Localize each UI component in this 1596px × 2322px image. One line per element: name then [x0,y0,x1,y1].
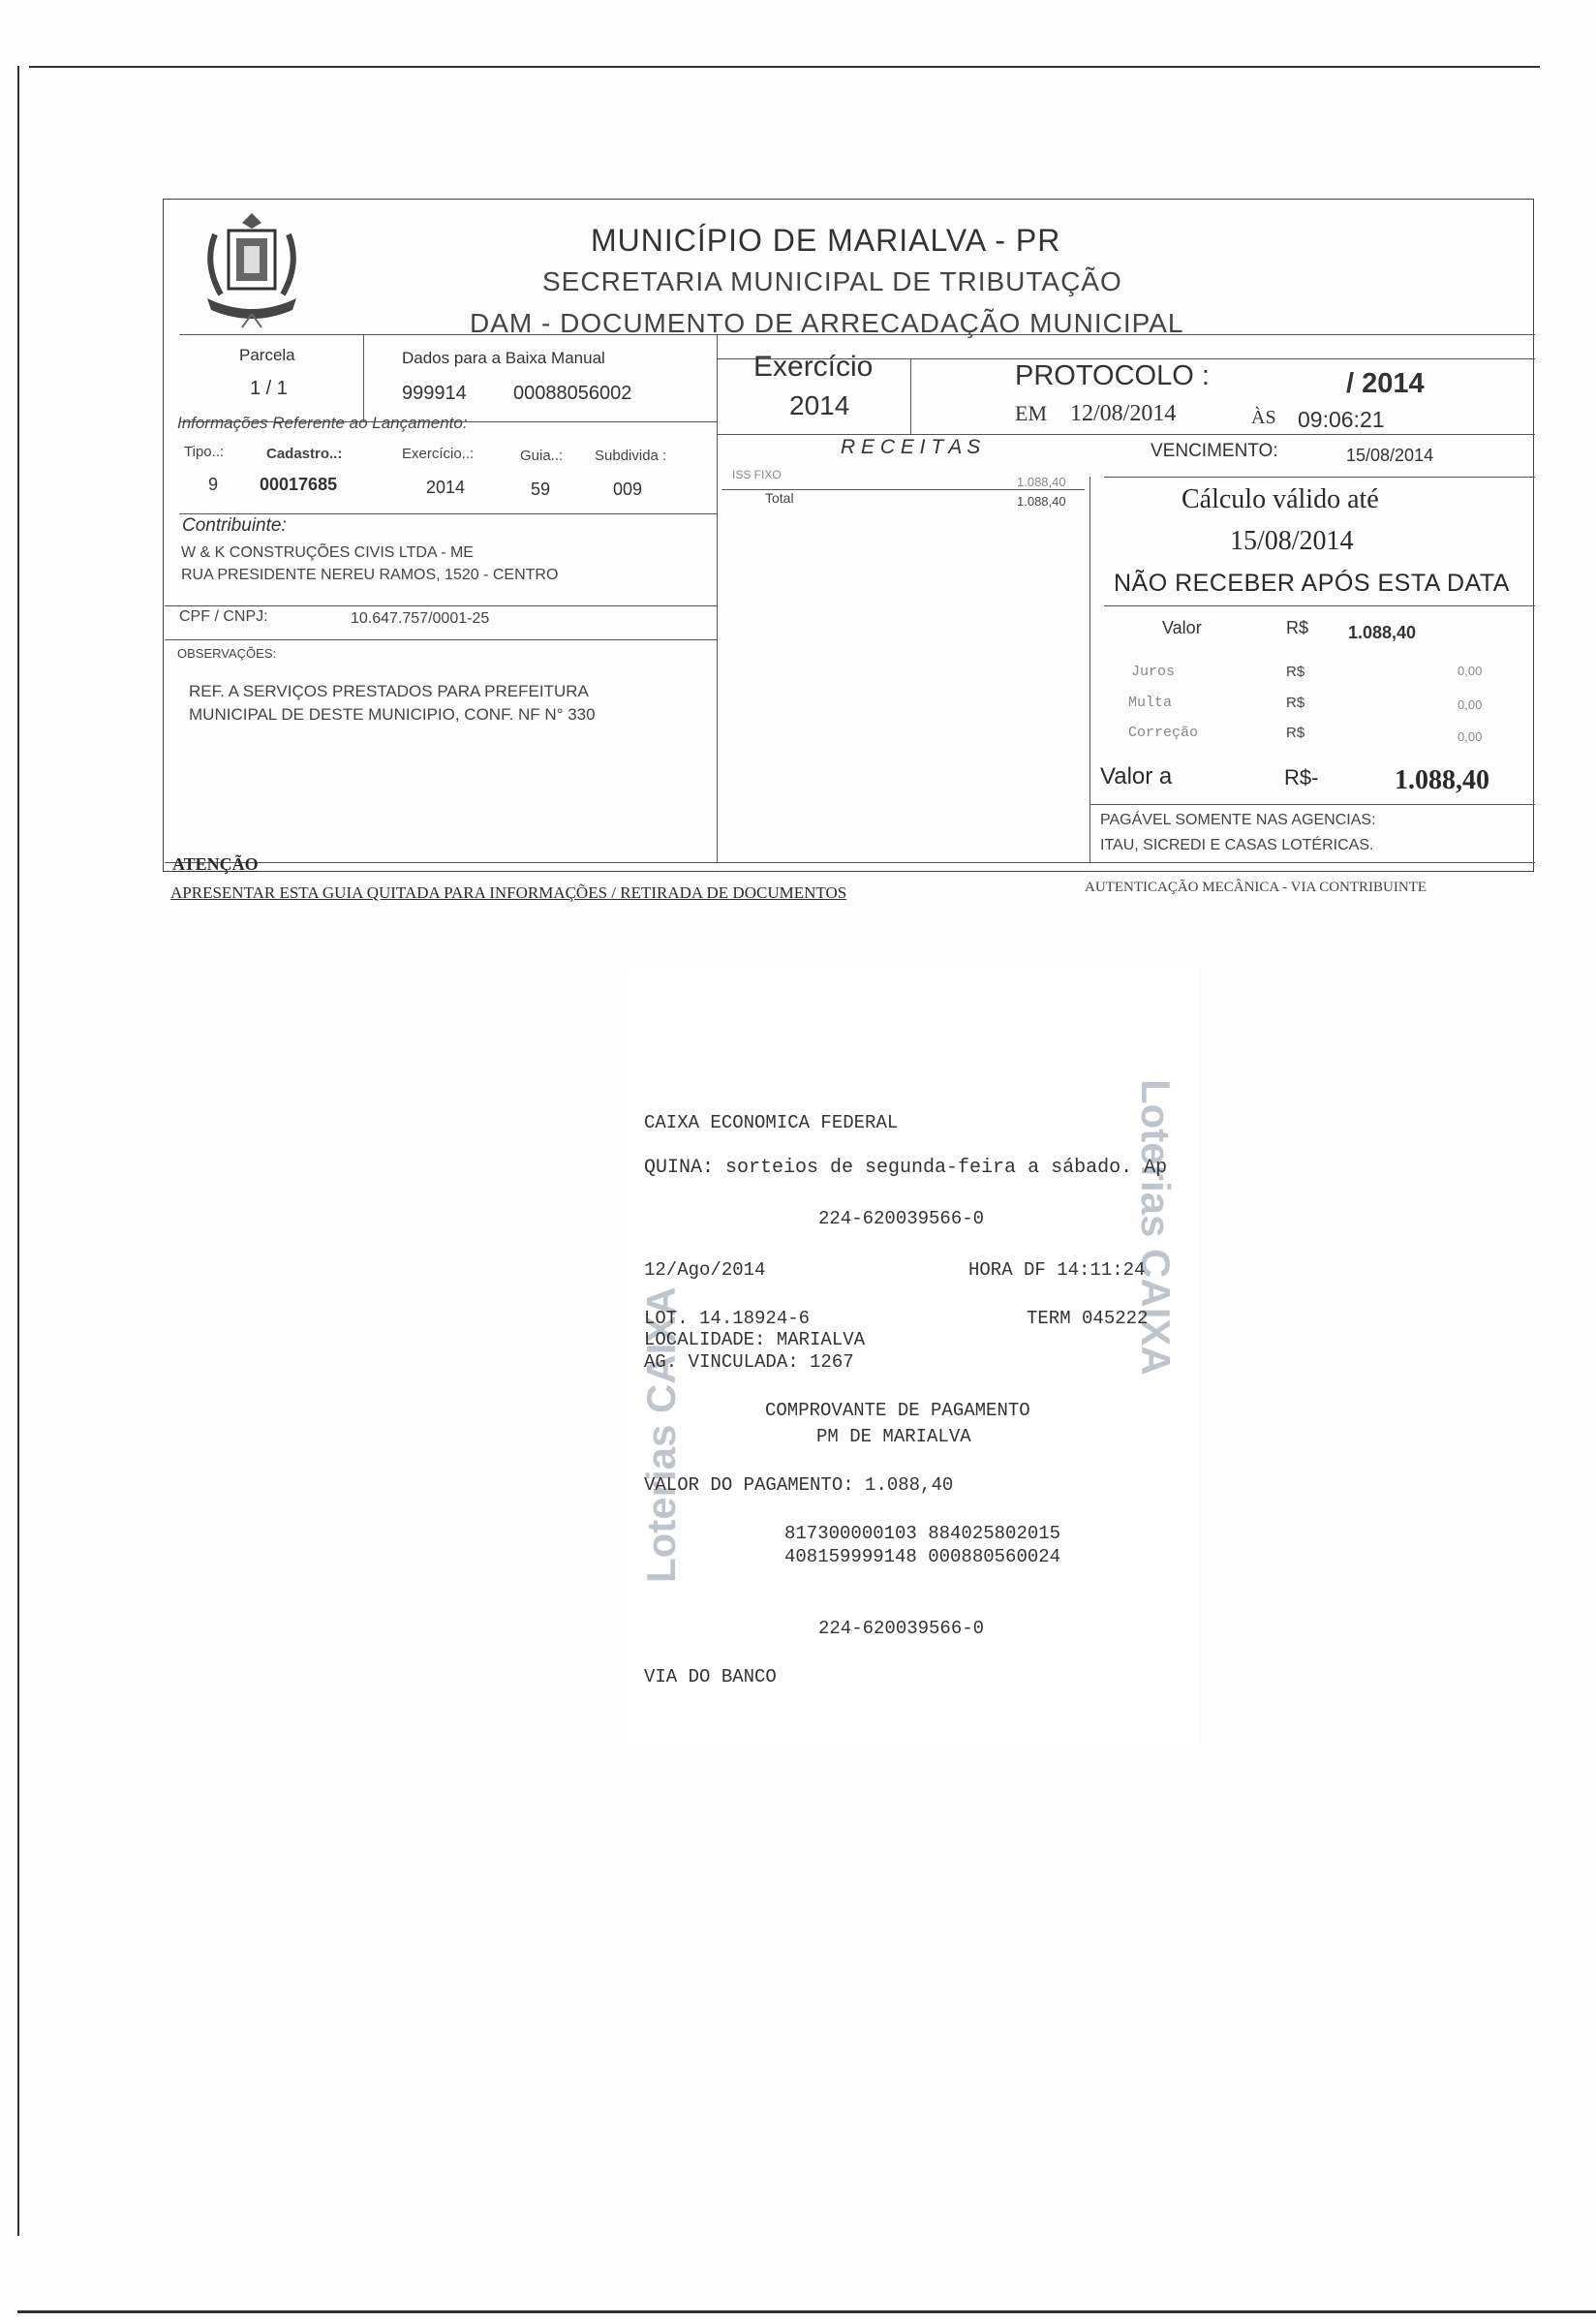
receipt-code-top: 224-620039566-0 [818,1208,985,1229]
correcao-label: Correção [1128,725,1199,741]
line-venc [717,434,1535,435]
multa-label: Multa [1128,695,1173,711]
valor-value: 1.088,40 [1348,623,1417,642]
parcela-label: Parcela [239,346,295,364]
receitas-item-label: ISS FIXO [732,468,782,481]
scan-edge-left [17,66,19,2236]
receipt-date: 12/Ago/2014 [644,1259,766,1281]
guia-label: Guia..: [520,448,564,464]
receipt-barcode1: 817300000103 884025802015 [784,1523,1061,1544]
receipt-via: VIA DO BANCO [644,1666,777,1687]
vencimento-label: VENCIMENTO: [1151,441,1278,461]
calculo-label: Cálculo válido até [1182,484,1379,514]
multa-value: 0,00 [1458,697,1483,712]
protocolo-label: PROTOCOLO : [1015,360,1210,391]
tipo-label: Tipo..: [184,444,225,460]
valor-a-label: Valor a [1100,763,1173,789]
baixa-label: Dados para a Baixa Manual [402,349,605,367]
contribuinte-address: RUA PRESIDENTE NEREU RAMOS, 1520 - CENTRO [181,567,559,583]
autenticacao-label: AUTENTICAÇÃO MECÂNICA - VIA CONTRIBUINTE [1085,880,1427,895]
protocolo-time: 09:06:21 [1298,407,1385,432]
vline-main [717,334,718,862]
subdivida-label: Subdivida : [595,448,667,464]
receitas-total-value: 1.088,40 [1017,494,1066,509]
observacoes-line1: REF. A SERVIÇOS PRESTADOS PARA PREFEITURA [189,682,589,700]
lancamento-heading: Informações Referente ao Lançamento: [177,414,468,432]
receipt-barcode2: 408159999148 000880560024 [784,1546,1061,1567]
contribuinte-name: W & K CONSTRUÇÕES CIVIS LTDA - ME [181,544,474,561]
atencao-label: ATENÇÃO [172,854,259,874]
calculo-warning: NÃO RECEBER APÓS ESTA DATA [1114,570,1510,597]
receipt-lot: LOT. 14.18924-6 [644,1308,811,1329]
scan-edge-top [29,66,1540,68]
contribuinte-label: Contribuinte: [182,515,287,536]
receipt-bank: CAIXA ECONOMICA FEDERAL [644,1112,899,1133]
municipality-title: MUNICÍPIO DE MARIALVA - PR [591,223,1061,258]
juros-currency: R$ [1286,664,1305,680]
baixa-code1: 999914 [402,383,467,404]
receipt-quina: QUINA: sorteios de segunda-feira a sábado. Ap [644,1157,1168,1179]
observacoes-line2: MUNICIPAL DE DESTE MUNICIPIO, CONF. NF N° 330 [189,705,596,724]
atencao-text: APRESENTAR ESTA GUIA QUITADA PARA INFORMAÇÕES / RETIRADA DE DOCUMENTOS [170,883,847,902]
multa-currency: R$ [1286,695,1305,711]
receipt-watermark-left: Loterias CAIXA [638,1286,684,1583]
receipt-pm: PM DE MARIALVA [816,1426,971,1447]
protocolo-date: 12/08/2014 [1070,401,1177,426]
receipt-ag: AG. VINCULADA: 1267 [644,1351,854,1373]
receipt-code-bottom: 224-620039566-0 [818,1618,985,1639]
vencimento-date: 15/08/2014 [1346,446,1434,465]
vline-parcela [363,334,364,421]
valor-a-currency: R$- [1284,765,1319,789]
receipt-localidade: LOCALIDADE: MARIALVA [644,1329,866,1350]
valor-a-value: 1.088,40 [1395,765,1489,795]
secretariat-title: SECRETARIA MUNICIPAL DE TRIBUTAÇÃO [542,266,1122,296]
receipt-valor: VALOR DO PAGAMENTO: 1.088,40 [644,1474,954,1496]
valor-label: Valor [1162,618,1202,637]
cpf-label: CPF / CNPJ: [179,608,268,625]
cpf-value: 10.647.757/0001-25 [351,610,490,627]
receipt-comprovante: COMPROVANTE DE PAGAMENTO [765,1400,1030,1421]
exercicio-info-label: Exercício..: [402,446,475,462]
guia-value: 59 [531,480,551,499]
pagavel-line2: ITAU, SICREDI E CASAS LOTÉRICAS. [1100,837,1374,853]
receipt-hora: HORA DF 14:11:24 [968,1259,1146,1281]
observacoes-label: OBSERVAÇÕES: [177,646,277,661]
line-valor [1104,605,1535,606]
dam-title: DAM - DOCUMENTO DE ARRECADAÇÃO MUNICIPAL [470,308,1184,338]
line-venc2 [1104,477,1535,478]
subdivida-value: 009 [613,480,643,499]
tipo-value: 9 [208,475,219,494]
exercicio-label: Exercício [753,351,874,383]
exercicio-value: 2014 [789,390,850,420]
pagavel-line1: PAGÁVEL SOMENTE NAS AGENCIAS: [1100,812,1376,828]
cadastro-label: Cadastro..: [266,446,343,462]
juros-value: 0,00 [1458,664,1483,678]
juros-label: Juros [1131,664,1176,680]
receitas-total-label: Total [765,490,794,506]
line-obs [165,639,717,640]
receipt-term: TERM 045222 [1027,1308,1149,1329]
valor-currency: R$ [1286,618,1309,637]
line-header [179,334,1535,335]
receitas-title: R E C E I T A S [841,436,981,458]
protocolo-em-label: EM [1015,401,1047,425]
parcela-value: 1 / 1 [250,378,288,399]
line-pagavel [165,862,1535,863]
protocolo-year: / 2014 [1346,368,1425,399]
line-cpf [165,605,717,606]
receitas-item-value: 1.088,40 [1017,475,1066,489]
calculo-date: 15/08/2014 [1230,526,1354,556]
vline-protocolo [910,358,911,434]
exercicio-info-value: 2014 [426,478,466,497]
line-valor-a [1090,804,1535,805]
scan-edge-bottom [17,2310,1596,2313]
protocolo-as-label: ÀS [1251,407,1276,428]
line-contrib [179,513,717,514]
receipt-watermark-right: Loterias CAIXA [1133,1079,1179,1376]
baixa-code2: 00088056002 [513,383,632,404]
correcao-value: 0,00 [1458,729,1483,744]
correcao-currency: R$ [1286,725,1305,741]
cadastro-value: 00017685 [260,475,338,494]
